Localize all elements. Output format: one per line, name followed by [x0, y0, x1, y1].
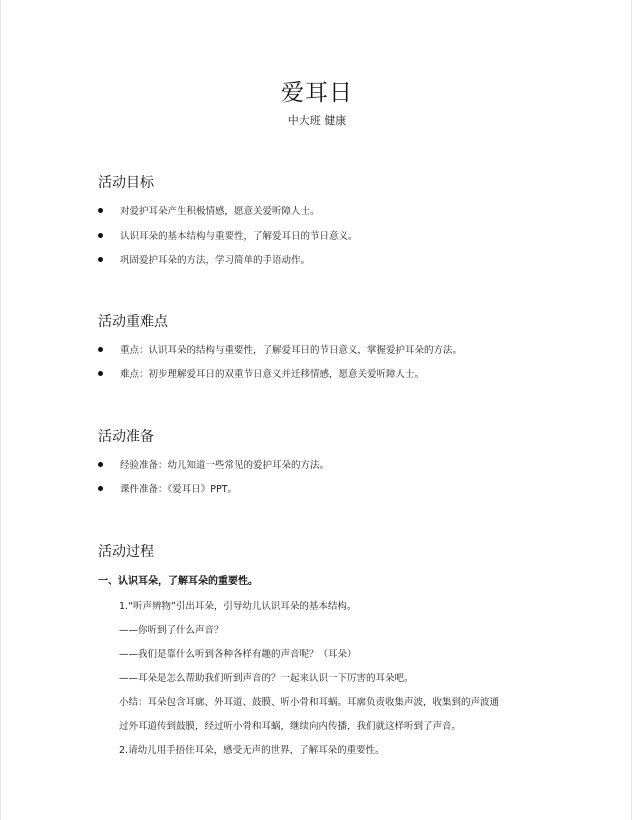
bullet-icon	[98, 257, 103, 262]
list-item: 重点：认识耳朵的结构与重要性，了解爱耳日的节日意义，掌握爱护耳朵的方法。	[98, 342, 462, 356]
document-title: 爱耳日	[281, 80, 353, 106]
section-heading-process: 活动过程	[98, 544, 154, 560]
process-line: 2.请幼儿用手捂住耳朵，感受无声的世界，了解耳朵的重要性。	[119, 745, 385, 756]
bullet-icon	[98, 486, 103, 491]
list-item: 课件准备：《爱耳日》PPT。	[98, 481, 237, 495]
bullet-icon	[98, 371, 103, 376]
bullet-icon	[98, 347, 103, 352]
process-line: 1.“听声辨物”引出耳朵，引导幼儿认识耳朵的基本结构。	[119, 601, 357, 612]
list-item: 难点：初步理解爱耳日的双重节日意义并迁移情感，愿意关爱听障人士。	[98, 366, 424, 380]
list-item: 经验准备：幼儿知道一些常见的爱护耳朵的方法。	[98, 457, 329, 471]
section-heading-preparation: 活动准备	[98, 429, 154, 445]
process-line: 小结：耳朵包含耳廓、外耳道、鼓膜、听小骨和耳蜗。耳廓负责收集声波，收集到的声波通	[119, 697, 500, 708]
process-line: 过外耳道传到鼓膜，经过听小骨和耳蜗，继续向内传播，我们就这样听到了声音。	[119, 721, 462, 732]
list-item: 认识耳朵的基本结构与重要性，了解爱耳日的节日意义。	[98, 228, 358, 242]
process-line: ——耳朵是怎么帮助我们听到声音的？一起来认识一下厉害的耳朵吧。	[119, 673, 414, 684]
bullet-icon	[98, 462, 103, 467]
list-item: 巩固爱护耳朵的方法，学习简单的手语动作。	[98, 252, 310, 266]
list-item: 对爱护耳朵产生积极情感，愿意关爱听障人士。	[98, 203, 320, 217]
bullet-icon	[98, 208, 103, 213]
process-line: ——你听到了什么声音？	[119, 625, 224, 636]
process-line: ——我们是靠什么听到各种各样有趣的声音呢？（耳朵）	[119, 649, 357, 660]
section-heading-goals: 活动目标	[98, 175, 154, 191]
section-heading-key-points: 活动重难点	[98, 314, 168, 330]
bullet-icon	[98, 233, 103, 238]
document-subtitle: 中大班 健康	[287, 114, 347, 127]
process-step-title: 一、认识耳朵，了解耳朵的重要性。	[98, 576, 258, 587]
